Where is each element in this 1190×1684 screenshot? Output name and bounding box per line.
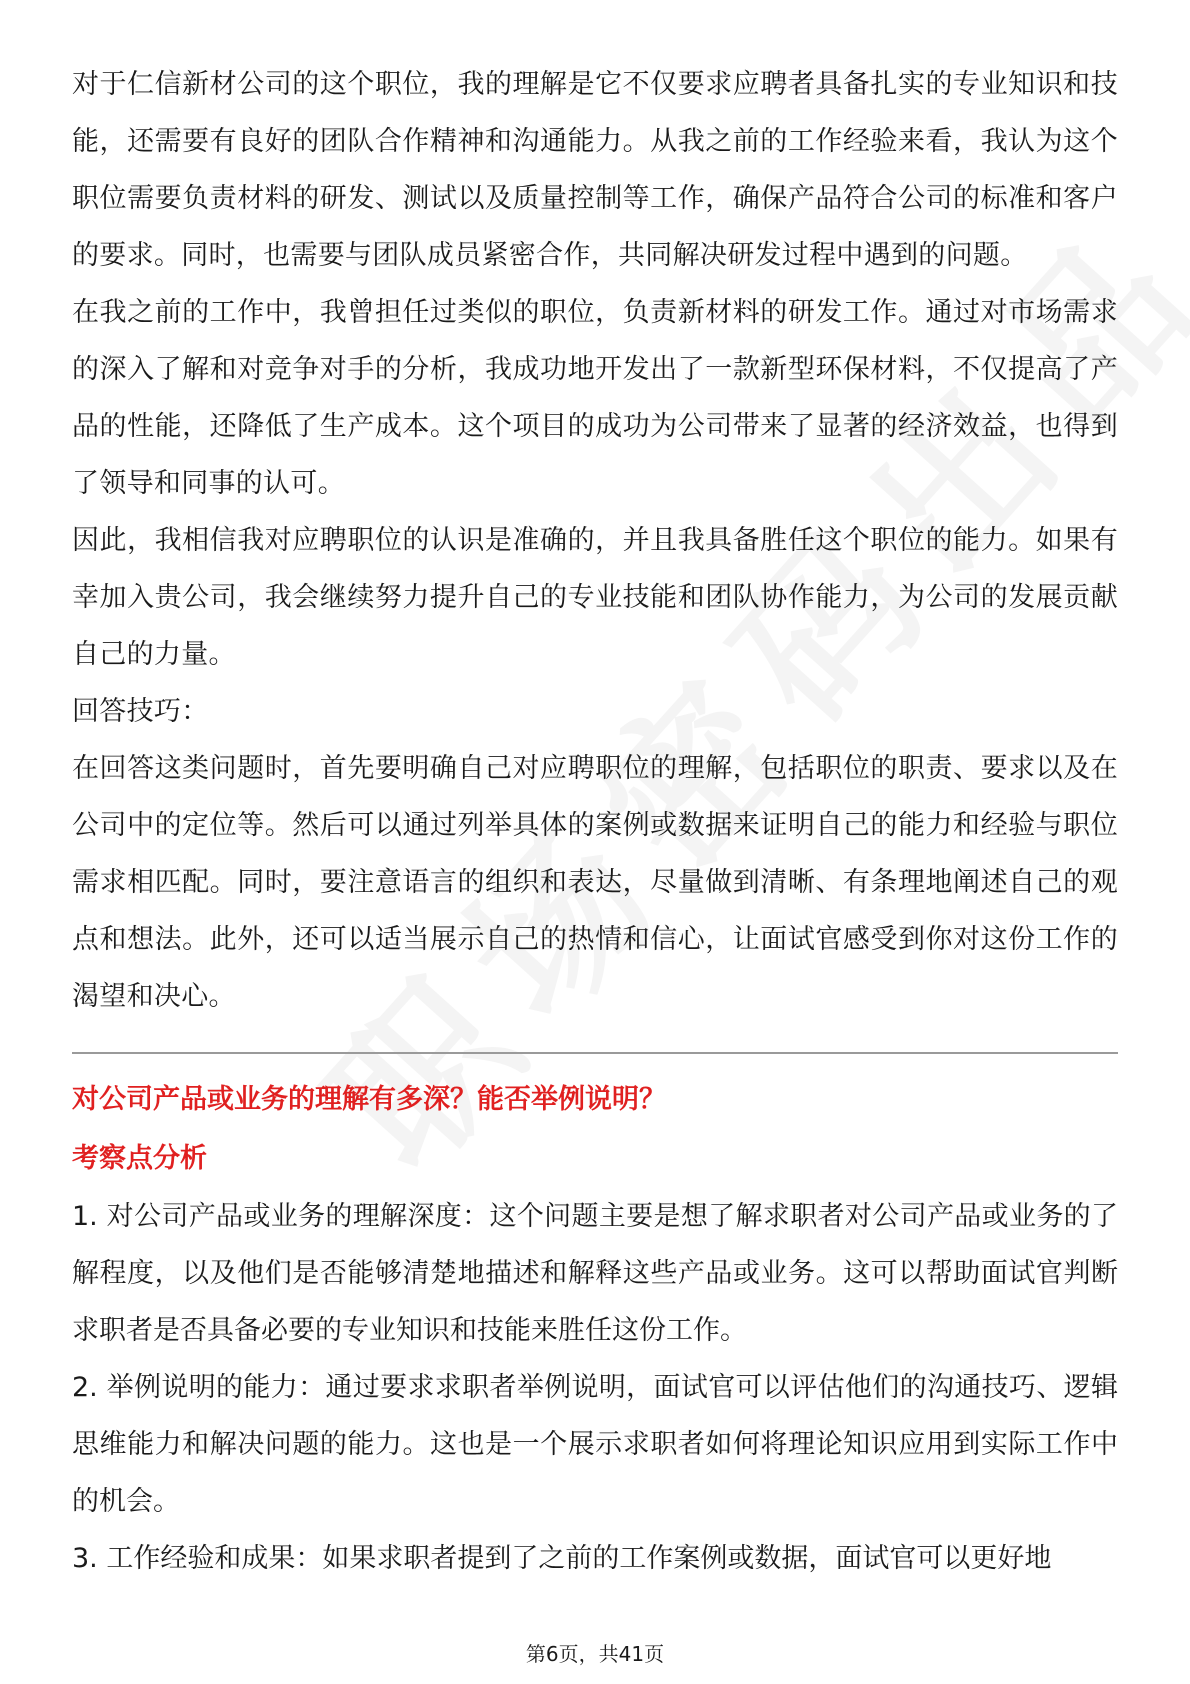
question-heading: 对公司产品或业务的理解有多深？能否举例说明？ bbox=[72, 1084, 666, 1115]
paragraph-job-understanding: 对于仁信新材公司的这个职位，我的理解是它不仅要求应聘者具备扎实的专业知识和技能，还需要有良好的团队合作精神和沟通能力。从我之前的工作经验来看，我认为这个职位需要负责材料的研发、测试以及质量控制等工作，确保产品符合公司的标准和客户的要求。同时，也需要与团队成员紧密合作，共同解决研发过程中遇到的问题。 bbox=[72, 69, 1118, 271]
analysis-item-3: 3. 工作经验和成果：如果求职者提到了之前的工作案例或数据，面试官可以更好地 bbox=[72, 1543, 1052, 1574]
paragraph-conclusion: 因此，我相信我对应聘职位的认识是准确的，并且我具备胜任这个职位的能力。如果有幸加入贵公司，我会继续努力提升自己的专业技能和团队协作能力，为公司的发展贡献自己的力量。 bbox=[72, 525, 1118, 670]
page-number-footer: 第6页，共41页 bbox=[525, 1642, 665, 1666]
analysis-heading: 考察点分析 bbox=[72, 1143, 207, 1174]
paragraph-previous-experience: 在我之前的工作中，我曾担任过类似的职位，负责新材料的研发工作。通过对市场需求的深入了解和对竞争对手的分析，我成功地开发出了一款新型环保材料，不仅提高了产品的性能，还降低了生产成本。这个项目的成功为公司带来了显著的经济效益，也得到了领导和同事的认可。 bbox=[72, 297, 1118, 499]
analysis-item-1: 1. 对公司产品或业务的理解深度：这个问题主要是想了解求职者对公司产品或业务的了解程度，以及他们是否能够清楚地描述和解释这些产品或业务。这可以帮助面试官判断求职者是否具备必要的专业知识和技能来胜任这份工作。 bbox=[72, 1201, 1118, 1346]
document-page bbox=[72, 56, 1118, 1587]
paragraph-answer-tips: 在回答这类问题时，首先要明确自己对应聘职位的理解，包括职位的职责、要求以及在公司中的定位等。然后可以通过列举具体的案例或数据来证明自己的能力和经验与职位需求相匹配。同时，要注意语言的组织和表达，尽量做到清晰、有条理地阐述自己的观点和想法。此外，还可以适当展示自己的热情和信心，让面试官感受到你对这份工作的渴望和决心。 bbox=[72, 753, 1118, 1012]
section-divider bbox=[72, 1052, 1118, 1054]
analysis-item-2: 2. 举例说明的能力：通过要求求职者举例说明，面试官可以评估他们的沟通技巧、逻辑思维能力和解决问题的能力。这也是一个展示求职者如何将理论知识应用到实际工作中的机会。 bbox=[72, 1372, 1118, 1517]
answer-tips-label: 回答技巧： bbox=[72, 696, 209, 727]
